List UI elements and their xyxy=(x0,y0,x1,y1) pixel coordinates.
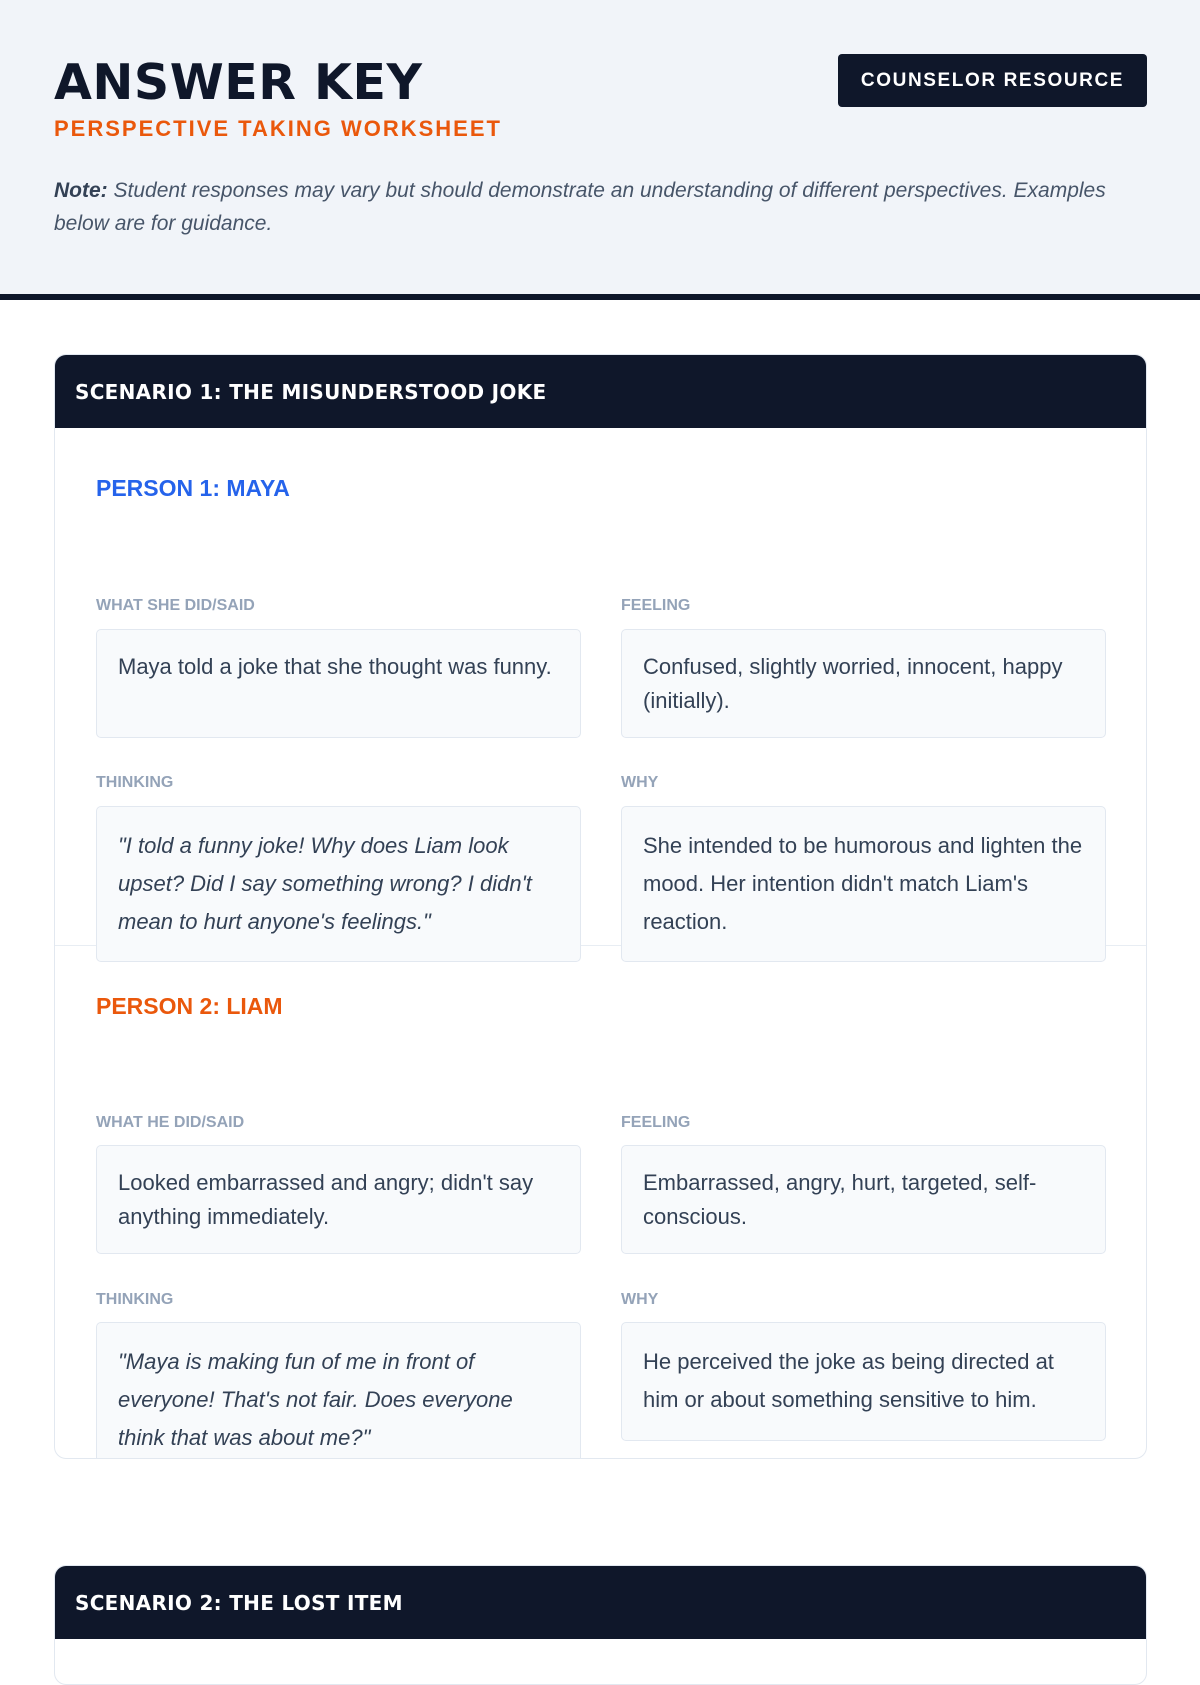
counselor-resource-badge: COUNSELOR RESOURCE xyxy=(838,54,1147,107)
thinking-answer: "Maya is making fun of me in front of everyone! That's not fair. Does everyone think that was about me?" xyxy=(96,1322,581,1459)
person-name: PERSON 1: MAYA xyxy=(96,475,290,501)
page-title: ANSWER KEY xyxy=(54,54,423,111)
feeling-answer: Confused, slightly worried, innocent, happy (initially). xyxy=(621,629,1106,738)
scenario-card xyxy=(54,1565,1147,1685)
scenario-card xyxy=(54,354,1147,1459)
scenario-title: SCENARIO 1: THE MISUNDERSTOOD JOKE xyxy=(55,355,1146,428)
page-subtitle: PERSPECTIVE TAKING WORKSHEET xyxy=(54,116,502,141)
did-answer: Looked embarrassed and angry; didn't say anything immediately. xyxy=(96,1145,581,1254)
person-section-liam xyxy=(55,946,1146,1459)
thinking-answer: "I told a funny joke! Why does Liam look upset? Did I say something wrong? I didn't mean to hurt anyone's feelings." xyxy=(96,806,581,962)
page-header xyxy=(0,0,1200,300)
person-name: PERSON 2: LIAM xyxy=(96,993,283,1019)
feeling-answer: Embarrassed, angry, hurt, targeted, self-conscious. xyxy=(621,1145,1106,1254)
note-text: Student responses may vary but should demonstrate an understanding of different perspectives. Examples below are for guidance. xyxy=(54,179,1106,235)
why-answer: He perceived the joke as being directed at him or about something sensitive to him. xyxy=(621,1322,1106,1441)
feeling-label: FEELING xyxy=(621,1114,691,1131)
did-label: WHAT SHE DID/SAID xyxy=(96,597,255,614)
note-label: Note: xyxy=(54,179,108,202)
guidance-note xyxy=(54,174,1154,240)
did-answer: Maya told a joke that she thought was funny. xyxy=(96,629,581,738)
why-label: WHY xyxy=(621,774,659,791)
thinking-label: THINKING xyxy=(96,774,174,791)
why-answer: She intended to be humorous and lighten the mood. Her intention didn't match Liam's reaction. xyxy=(621,806,1106,962)
why-label: WHY xyxy=(621,1291,659,1308)
person-section-maya xyxy=(55,428,1146,946)
did-label: WHAT HE DID/SAID xyxy=(96,1114,245,1131)
thinking-label: THINKING xyxy=(96,1291,174,1308)
feeling-label: FEELING xyxy=(621,597,691,614)
scenario-title: SCENARIO 2: THE LOST ITEM xyxy=(55,1566,1146,1639)
